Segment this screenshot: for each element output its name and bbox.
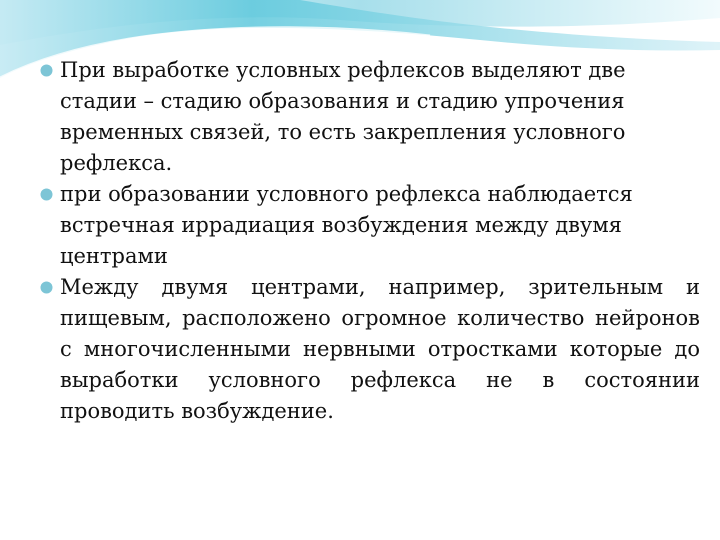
bullet-item-3 bbox=[40, 272, 700, 427]
bullet-text-3: Между двумя центрами, например, зрительным и пищевым, расположено огромное количество нейронов с многочисленными нервными отростками которые до выработки условного рефлекса не в состоянии проводить возбуждение. bbox=[60, 275, 700, 423]
bullet-item-2 bbox=[40, 179, 700, 272]
disc-bullet-icon bbox=[40, 281, 53, 294]
bullet-text-1: При выработке условных рефлексов выделяют две стадии – стадию образования и стадию упрочения временных связей, то есть закрепления условного рефлекса. bbox=[60, 58, 626, 175]
bullet-list bbox=[40, 55, 700, 427]
bullet-item-1 bbox=[40, 55, 700, 179]
disc-bullet-icon bbox=[40, 64, 53, 77]
bullet-text-2: при образовании условного рефлекса наблюдается встречная иррадиация возбуждения между двумя центрами bbox=[60, 182, 633, 268]
disc-bullet-icon bbox=[40, 188, 53, 201]
